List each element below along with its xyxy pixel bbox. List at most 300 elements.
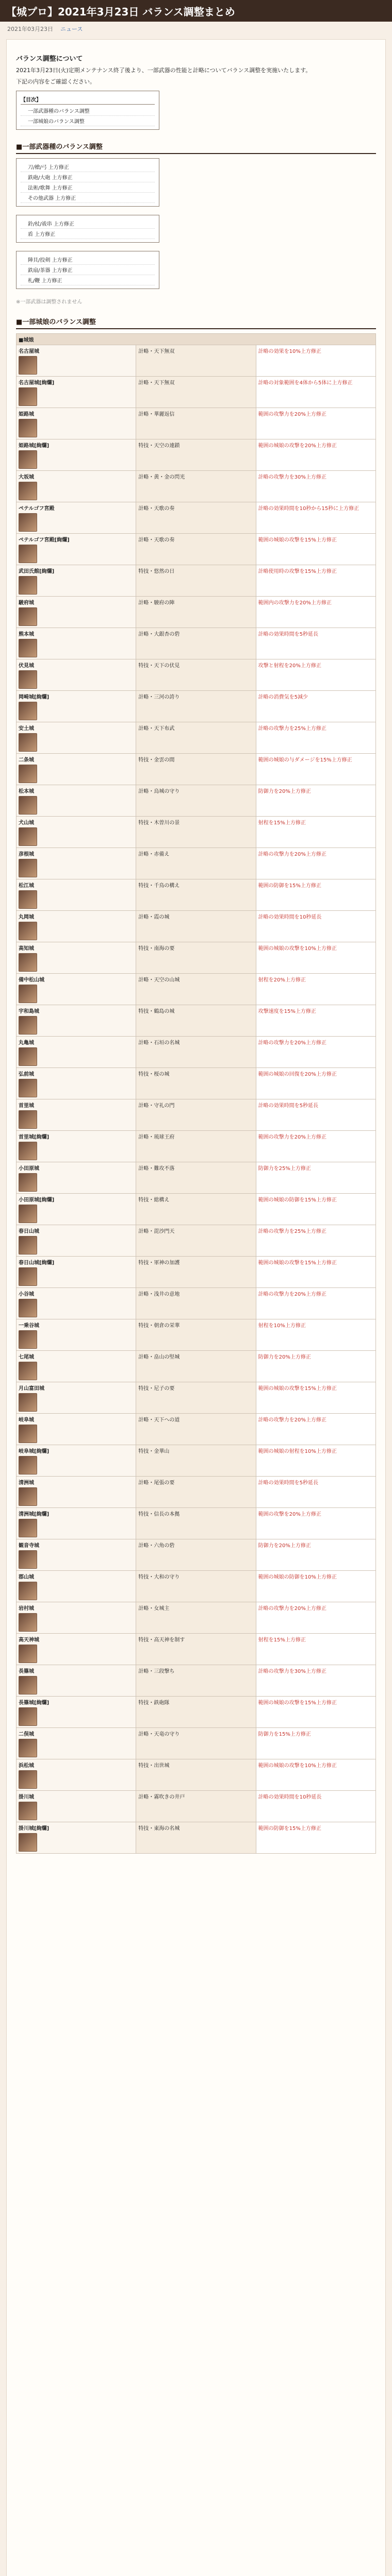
castle-name: 小田原城[絢爛]	[19, 1197, 55, 1204]
table-row	[17, 754, 376, 785]
change-description: 計略の攻撃力を20%上方修正	[256, 1414, 375, 1445]
skill-type: 計略・女城主	[136, 1602, 256, 1634]
change-description: 計略の攻撃力を25%上方修正	[256, 722, 375, 754]
table-row	[17, 1005, 376, 1037]
castle-name: 岐阜城	[19, 1417, 34, 1423]
table-row	[17, 722, 376, 754]
character-portrait	[19, 1142, 37, 1160]
skill-type: 計略・天空の山城	[136, 974, 256, 1005]
castle-name: 丸亀城	[19, 1040, 34, 1046]
castle-cell	[17, 597, 136, 628]
character-portrait	[19, 387, 37, 406]
character-portrait	[19, 513, 37, 532]
character-portrait	[19, 1487, 37, 1506]
castle-cell	[17, 722, 136, 754]
skill-type: 特技・金華山	[136, 1445, 256, 1477]
table-row	[17, 1131, 376, 1162]
table-row	[17, 408, 376, 439]
page-title: 【城プロ】2021年3月23日 バランス調整まとめ	[6, 5, 235, 18]
character-portrait	[19, 576, 37, 595]
castle-cell	[17, 691, 136, 722]
change-description: 範囲の城娘の攻撃を15%上方修正	[256, 1257, 375, 1288]
character-portrait	[19, 1739, 37, 1757]
castle-name: 姫路城[絢爛]	[19, 443, 50, 449]
change-description: 計略の効果時間を5秒延長	[256, 628, 375, 659]
castle-name: 春日山城[絢爛]	[19, 1260, 55, 1266]
character-portrait	[19, 1079, 37, 1097]
skill-type: 計略・華麗返信	[136, 408, 256, 439]
character-portrait	[19, 827, 37, 846]
castle-cell	[17, 1382, 136, 1414]
change-description: 範囲の防御を15%上方修正	[256, 879, 375, 911]
skill-type: 特技・天下の伏見	[136, 659, 256, 691]
weapon-note: ※一部武器は調整されません	[16, 299, 83, 306]
table-row	[17, 691, 376, 722]
table-row	[17, 1445, 376, 1477]
table-row	[17, 1288, 376, 1319]
skill-type: 計略・天下布武	[136, 722, 256, 754]
castle-cell	[17, 1697, 136, 1728]
toc-item[interactable]: 一部武器種のバランス調整	[21, 106, 155, 116]
change-description: 範囲の防御を15%上方修正	[256, 1822, 375, 1854]
skill-type: 特技・千鳥の構え	[136, 879, 256, 911]
skill-type: 計略・三段撃ち	[136, 1665, 256, 1697]
weapon-item: 鉄砲/大砲 上方修正	[21, 172, 155, 182]
character-portrait	[19, 1802, 37, 1820]
table-row	[17, 1414, 376, 1445]
table-row	[17, 502, 376, 534]
change-description: 範囲の城娘の防御を10%上方修正	[256, 1571, 375, 1602]
table-row	[17, 1508, 376, 1539]
weapon-item: 鉄扇/茶器 上方修正	[21, 265, 155, 275]
table-row	[17, 1602, 376, 1634]
skill-type: 計略・赤備え	[136, 848, 256, 879]
castle-name: 岐阜城[絢爛]	[19, 1449, 50, 1455]
toc-item[interactable]: 一部城娘のバランス調整	[21, 116, 155, 126]
castle-name: 松本城	[19, 789, 34, 795]
article-meta	[0, 22, 392, 36]
castle-cell	[17, 1068, 136, 1099]
skill-type: 計略・天竜の守り	[136, 1728, 256, 1759]
castle-name: 大坂城	[19, 474, 34, 481]
table-row	[17, 439, 376, 471]
castle-name: 名古屋城[絢爛]	[19, 380, 55, 386]
character-portrait	[19, 1299, 37, 1317]
intro-paragraph: 2021年3月23日(火)定期メンテナンス終了後より、一部武器の性能と計略についてバランス調整を実施いたします。	[16, 67, 312, 74]
castle-name: 高知城	[19, 946, 34, 952]
change-description: 計略の攻撃力を30%上方修正	[256, 1665, 375, 1697]
article-body	[6, 39, 386, 2576]
castle-name: 春日山城	[19, 1229, 39, 1235]
castle-name: 岩村城	[19, 1606, 34, 1612]
table-row	[17, 1634, 376, 1665]
table-row	[17, 1068, 376, 1099]
skill-type: 計略・天下への道	[136, 1414, 256, 1445]
change-description: 防御力を25%上方修正	[256, 1162, 375, 1194]
castle-name: 名古屋城	[19, 349, 39, 355]
castle-cell	[17, 1162, 136, 1194]
castle-cell	[17, 1602, 136, 1634]
change-description: 射程を10%上方修正	[256, 1319, 375, 1351]
character-portrait	[19, 482, 37, 500]
skill-type: 計略・毘沙門天	[136, 1225, 256, 1257]
table-row	[17, 377, 376, 408]
character-portrait	[19, 859, 37, 877]
character-portrait	[19, 1393, 37, 1412]
character-portrait	[19, 1330, 37, 1349]
character-portrait	[19, 1110, 37, 1129]
table-row	[17, 1194, 376, 1225]
character-portrait	[19, 796, 37, 815]
character-portrait	[19, 702, 37, 720]
castle-name: 首里城[絢爛]	[19, 1134, 50, 1141]
character-portrait	[19, 1770, 37, 1789]
castle-name: 月山富田城	[19, 1386, 44, 1392]
castle-cell	[17, 1791, 136, 1822]
castle-name: 掛川城[絢爛]	[19, 1826, 50, 1832]
character-portrait	[19, 1519, 37, 1537]
skill-type: 計略・天下無双	[136, 345, 256, 377]
toc-head: 【目次】	[21, 94, 155, 105]
skill-type: 計略・駿府の陣	[136, 597, 256, 628]
castle-cell	[17, 1037, 136, 1068]
character-portrait	[19, 985, 37, 1003]
change-description: 計略の効果時間を10秒から15秒に上方修正	[256, 502, 375, 534]
change-description: 計略の攻撃力を20%上方修正	[256, 1288, 375, 1319]
table-row	[17, 1319, 376, 1351]
castle-cell	[17, 974, 136, 1005]
change-description: 範囲の攻撃力を20%上方修正	[256, 408, 375, 439]
castle-name: 駿府城	[19, 600, 34, 606]
castle-cell	[17, 1414, 136, 1445]
castle-cell	[17, 408, 136, 439]
change-description: 計略の対象範囲を4体から5体に上方修正	[256, 377, 375, 408]
title-bar	[0, 0, 392, 22]
table-row	[17, 1037, 376, 1068]
change-description: 範囲の城娘の攻撃を15%上方修正	[256, 534, 375, 565]
castle-cell	[17, 1571, 136, 1602]
castle-name: 丸岡城	[19, 914, 34, 921]
character-portrait	[19, 1676, 37, 1694]
castle-name: 備中松山城	[19, 977, 44, 984]
castle-cell	[17, 911, 136, 942]
character-portrait	[19, 1267, 37, 1286]
skill-type: 特技・悠然の日	[136, 565, 256, 597]
castle-cell	[17, 1099, 136, 1131]
castle-cell	[17, 377, 136, 408]
character-portrait	[19, 733, 37, 752]
change-description: 計略の効果時間を10秒延長	[256, 911, 375, 942]
castle-name: 二条城	[19, 757, 34, 764]
castle-name: 首里城	[19, 1103, 34, 1109]
change-description: 範囲の城娘の防御を15%上方修正	[256, 1194, 375, 1225]
table-row	[17, 1225, 376, 1257]
change-description: 計略の攻撃力を30%上方修正	[256, 471, 375, 502]
castle-name: 小谷城	[19, 1292, 34, 1298]
castle-name: 犬山城	[19, 820, 34, 826]
table-note: ■城娘	[17, 334, 376, 345]
weapon-item: 陣貝/投剣 上方修正	[21, 255, 155, 265]
table-row	[17, 1791, 376, 1822]
weapon-box	[16, 251, 159, 289]
character-portrait	[19, 1833, 37, 1852]
weapon-item: 鈴/杖/祓串 上方修正	[21, 218, 155, 229]
change-description: 計略の効果時間を10秒延長	[256, 1791, 375, 1822]
table-row	[17, 1665, 376, 1697]
skill-type: 計略・琉球王府	[136, 1131, 256, 1162]
skill-type: 計略・浅井の意地	[136, 1288, 256, 1319]
table-row	[17, 565, 376, 597]
castle-cell	[17, 1319, 136, 1351]
skill-type: 計略・大銀杏の砦	[136, 628, 256, 659]
castle-cell	[17, 1131, 136, 1162]
change-description: 計略の攻撃力を20%上方修正	[256, 848, 375, 879]
weapon-item: 盾 上方修正	[21, 229, 155, 239]
skill-type: 計略・天歌の奏	[136, 502, 256, 534]
castle-name: 岡崎城[絢爛]	[19, 694, 50, 701]
castle-name: 高天神城	[19, 1637, 39, 1643]
character-portrait	[19, 419, 37, 437]
post-date: 2021年03月23日	[7, 26, 53, 32]
skill-type: 特技・朝倉の栄華	[136, 1319, 256, 1351]
table-row	[17, 1477, 376, 1508]
table-row	[17, 785, 376, 817]
skill-type: 計略・黄・金の閃光	[136, 471, 256, 502]
weapon-boxes	[16, 158, 376, 289]
castle-name: 長篠城	[19, 1669, 34, 1675]
castle-cell	[17, 1351, 136, 1382]
character-portrait	[19, 1613, 37, 1632]
change-description: 範囲内の攻撃力を20%上方修正	[256, 597, 375, 628]
change-description: 範囲の城娘の攻撃を15%上方修正	[256, 1697, 375, 1728]
castle-cell	[17, 345, 136, 377]
skill-type: 特技・信長の本拠	[136, 1508, 256, 1539]
weapon-box	[16, 158, 159, 207]
castle-name: 二俣城	[19, 1732, 34, 1738]
castle-cell	[17, 1508, 136, 1539]
skill-type: 計略・尾張の要	[136, 1477, 256, 1508]
character-portrait	[19, 765, 37, 783]
castle-cell	[17, 1194, 136, 1225]
change-description: 計略の消費気を5減少	[256, 691, 375, 722]
character-portrait	[19, 1205, 37, 1223]
castle-name: 浜松城	[19, 1763, 34, 1769]
skill-type: 計略・守礼の門	[136, 1099, 256, 1131]
castle-name: 小田原城	[19, 1166, 39, 1172]
change-description: 範囲の城娘の回復を20%上方修正	[256, 1068, 375, 1099]
skill-type: 特技・鶴島の城	[136, 1005, 256, 1037]
character-portrait	[19, 922, 37, 940]
castle-name: ペテルゴフ宮殿	[19, 506, 55, 512]
castle-name: 掛川城	[19, 1794, 34, 1801]
balance-table	[16, 333, 376, 1854]
change-description: 計略の効果を10%上方修正	[256, 345, 375, 377]
table-row	[17, 1728, 376, 1759]
intro-paragraph: 下記の内容をご確認ください。	[16, 78, 95, 86]
castle-cell	[17, 565, 136, 597]
castle-cell	[17, 879, 136, 911]
castle-cell	[17, 1634, 136, 1665]
castle-name: ペテルゴフ宮殿[絢爛]	[19, 537, 70, 544]
intro-paragraphs	[16, 66, 376, 87]
character-portrait	[19, 670, 37, 689]
table-row	[17, 817, 376, 848]
table-row	[17, 848, 376, 879]
castle-name: 安土城	[19, 726, 34, 732]
character-portrait	[19, 1236, 37, 1255]
castle-name: 武田氏館[絢爛]	[19, 569, 55, 575]
skill-type: 特技・高天神を制す	[136, 1634, 256, 1665]
skill-type: 特技・軍神の加護	[136, 1257, 256, 1288]
castle-cell	[17, 502, 136, 534]
character-portrait	[19, 1645, 37, 1663]
skill-type: 特技・桜の城	[136, 1068, 256, 1099]
castle-name: 熊本城	[19, 632, 34, 638]
table-row	[17, 1257, 376, 1288]
castle-name: 七尾城	[19, 1354, 34, 1361]
castle-name: 郡山城	[19, 1574, 34, 1581]
character-portrait	[19, 1456, 37, 1475]
castle-cell	[17, 1539, 136, 1571]
table-row	[17, 879, 376, 911]
castle-cell	[17, 628, 136, 659]
change-description: 計略の攻撃力を25%上方修正	[256, 1225, 375, 1257]
change-description: 範囲の城娘の攻撃を10%上方修正	[256, 942, 375, 974]
character-portrait	[19, 890, 37, 909]
table-row	[17, 1571, 376, 1602]
table-row	[17, 974, 376, 1005]
skill-type: 特技・木曽川の景	[136, 817, 256, 848]
skill-type: 特技・南海の要	[136, 942, 256, 974]
castle-cell	[17, 659, 136, 691]
table-row	[17, 471, 376, 502]
change-description: 計略の攻撃力を20%上方修正	[256, 1037, 375, 1068]
castle-cell	[17, 1728, 136, 1759]
change-description: 攻撃と射程を20%上方修正	[256, 659, 375, 691]
character-portrait	[19, 1707, 37, 1726]
castle-name: 松江城	[19, 883, 34, 889]
change-description: 計略使用時の攻撃を15%上方修正	[256, 565, 375, 597]
castle-name: 弘前城	[19, 1072, 34, 1078]
character-portrait	[19, 1425, 37, 1443]
castle-cell	[17, 1665, 136, 1697]
table-row	[17, 911, 376, 942]
castle-cell	[17, 848, 136, 879]
castle-name: 長篠城[絢爛]	[19, 1700, 50, 1706]
table-row	[17, 1759, 376, 1791]
table-row	[17, 1099, 376, 1131]
table-of-contents	[16, 91, 159, 130]
change-description: 防御力を20%上方修正	[256, 1351, 375, 1382]
castle-cell	[17, 1477, 136, 1508]
table-row	[17, 1351, 376, 1382]
castle-cell	[17, 1288, 136, 1319]
skill-type: 計略・霧吹きの井戸	[136, 1791, 256, 1822]
skill-type: 特技・総構え	[136, 1194, 256, 1225]
character-portrait	[19, 639, 37, 657]
change-description: 射程を15%上方修正	[256, 1634, 375, 1665]
change-description: 範囲の城娘の与ダメージを15%上方修正	[256, 754, 375, 785]
character-portrait	[19, 1362, 37, 1380]
character-portrait	[19, 1047, 37, 1066]
character-portrait	[19, 545, 37, 563]
change-description: 範囲の城娘の攻撃を20%上方修正	[256, 439, 375, 471]
table-row	[17, 659, 376, 691]
character-portrait	[19, 356, 37, 375]
castle-name: 伏見城	[19, 663, 34, 669]
weapon-box	[16, 215, 159, 243]
castle-name: 姫路城	[19, 412, 34, 418]
table-row	[17, 628, 376, 659]
skill-type: 特技・天空の連鎖	[136, 439, 256, 471]
table-row	[17, 534, 376, 565]
change-description: 計略の効果時間を5秒延長	[256, 1099, 375, 1131]
castle-name: 清洲城	[19, 1480, 34, 1486]
castle-name: 一乗谷城	[19, 1323, 39, 1329]
castle-cell	[17, 1445, 136, 1477]
change-description: 範囲の城娘の攻撃を10%上方修正	[256, 1759, 375, 1791]
weapon-item: 法術/歌舞 上方修正	[21, 182, 155, 193]
table-row	[17, 1162, 376, 1194]
castle-cell	[17, 785, 136, 817]
skill-type: 特技・大和の守り	[136, 1571, 256, 1602]
weapon-item: 刀/槍/弓 上方修正	[21, 162, 155, 172]
castle-cell	[17, 817, 136, 848]
weapon-item: 札/鞭 上方修正	[21, 275, 155, 285]
girl-section-title: ■一部城娘のバランス調整	[16, 314, 376, 329]
character-portrait	[19, 953, 37, 972]
skill-type: 計略・畠山の堅城	[136, 1351, 256, 1382]
change-description: 射程を15%上方修正	[256, 817, 375, 848]
skill-type: 計略・石垣の名城	[136, 1037, 256, 1068]
castle-cell	[17, 1005, 136, 1037]
skill-type: 特技・尼子の要	[136, 1382, 256, 1414]
castle-cell	[17, 1225, 136, 1257]
castle-cell	[17, 534, 136, 565]
table-row	[17, 345, 376, 377]
castle-name: 観音寺城	[19, 1543, 39, 1549]
table-row	[17, 942, 376, 974]
skill-type: 特技・鉄砲隊	[136, 1697, 256, 1728]
character-portrait	[19, 607, 37, 626]
castle-cell	[17, 439, 136, 471]
castle-name: 清洲城[絢爛]	[19, 1512, 50, 1518]
skill-type: 計略・天歌の奏	[136, 534, 256, 565]
skill-type: 特技・東海の名城	[136, 1822, 256, 1854]
character-portrait	[19, 1582, 37, 1600]
skill-type: 計略・難攻不落	[136, 1162, 256, 1194]
change-description: 範囲の攻撃力を20%上方修正	[256, 1131, 375, 1162]
skill-type: 計略・天下無双	[136, 377, 256, 408]
skill-type: 計略・烏城の守り	[136, 785, 256, 817]
change-description: 範囲の攻撃を20%上方修正	[256, 1508, 375, 1539]
character-portrait	[19, 1550, 37, 1569]
category-link[interactable]: ニュース	[60, 26, 83, 32]
character-portrait	[19, 450, 37, 469]
change-description: 範囲の城娘の射程を10%上方修正	[256, 1445, 375, 1477]
table-row	[17, 1539, 376, 1571]
change-description: 防御力を20%上方修正	[256, 1539, 375, 1571]
intro-heading: バランス調整について	[16, 55, 83, 63]
table-row	[17, 1822, 376, 1854]
change-description: 範囲の城娘の攻撃を15%上方修正	[256, 1382, 375, 1414]
weapon-section-title: ■一部武器種のバランス調整	[16, 139, 376, 154]
castle-cell	[17, 1822, 136, 1854]
character-portrait	[19, 1173, 37, 1192]
change-description: 攻撃速度を15%上方修正	[256, 1005, 375, 1037]
change-description: 射程を20%上方修正	[256, 974, 375, 1005]
castle-cell	[17, 471, 136, 502]
